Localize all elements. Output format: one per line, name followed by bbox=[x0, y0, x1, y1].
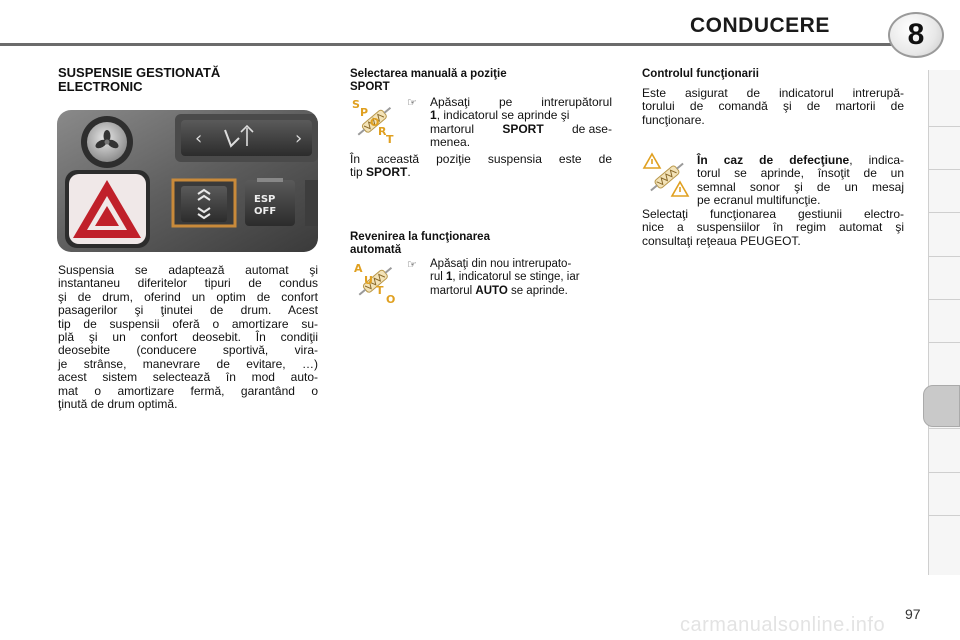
tab-divider bbox=[929, 169, 960, 170]
step-text: se aprinde. bbox=[510, 284, 568, 297]
body-line: pasagerilor şi ţinutei de drum. Acest bbox=[58, 303, 318, 318]
auto-indicator-icon bbox=[352, 258, 400, 304]
icon-letter: O bbox=[370, 116, 380, 129]
pointing-hand-icon: ☞ bbox=[407, 259, 417, 271]
chapter-title: CONDUCERE bbox=[690, 14, 830, 37]
dashboard-switch-photo bbox=[57, 110, 318, 252]
body-line: pe ecranul multifuncţie. bbox=[697, 193, 821, 208]
body-line: şi de drum, oferind un optim de confort bbox=[58, 289, 318, 304]
control-body bbox=[642, 87, 904, 127]
sport-mode-label: SPORT bbox=[366, 165, 408, 180]
sport-indicator-icon bbox=[350, 96, 400, 144]
tab-divider bbox=[929, 515, 960, 516]
switch-number: 1 bbox=[430, 108, 437, 123]
advice-body bbox=[642, 208, 904, 248]
pointing-hand-icon: ☞ bbox=[407, 97, 417, 109]
icon-letter: R bbox=[378, 125, 387, 138]
tab-divider bbox=[929, 428, 960, 429]
fault-body bbox=[697, 154, 904, 208]
tab-divider bbox=[929, 126, 960, 127]
step-line bbox=[430, 96, 612, 109]
icon-letter: A bbox=[354, 262, 363, 275]
icon-letter: P bbox=[360, 106, 369, 119]
icon-letter: T bbox=[386, 133, 394, 144]
step-line bbox=[430, 123, 612, 136]
auto-step bbox=[430, 258, 612, 298]
step-line bbox=[430, 109, 612, 122]
step-text: , indicatorul se aprinde şi bbox=[436, 108, 570, 123]
step-text: martorul bbox=[430, 121, 475, 136]
switch-number: 1 bbox=[445, 271, 453, 284]
fault-warning-icon bbox=[642, 152, 692, 202]
body-line bbox=[697, 154, 904, 167]
icon-letter: T bbox=[376, 284, 384, 297]
auto-indicator-label: AUTO bbox=[475, 284, 508, 297]
tab-divider bbox=[929, 212, 960, 213]
body-line: deosebite (conducere sportivă, vira- bbox=[58, 343, 318, 358]
icon-letter: O bbox=[386, 293, 396, 304]
step-text: , indicatorul se stinge, iar bbox=[452, 271, 580, 284]
title-line: Selectarea manuală a poziţie bbox=[350, 68, 507, 80]
section-title-line: ELECTRONIC bbox=[58, 79, 143, 94]
step-line bbox=[430, 285, 612, 298]
tab-divider bbox=[929, 256, 960, 257]
page-number: 97 bbox=[905, 606, 921, 622]
step-text: Apăsaţi pe intrerupătorul bbox=[430, 95, 612, 109]
body-text: , indica- bbox=[849, 153, 904, 167]
icon-letter: U bbox=[364, 274, 373, 287]
body-line: ţinută de drum optimă. bbox=[58, 397, 178, 412]
tab-divider bbox=[929, 299, 960, 300]
body-line: torul se aprinde, însoţit de un bbox=[697, 166, 904, 181]
note-text: tip bbox=[350, 165, 363, 180]
body-line: Selectaţi funcţionarea gestiunii electro- bbox=[642, 207, 904, 221]
body-line: funcţionare. bbox=[642, 112, 705, 127]
step-line bbox=[430, 271, 612, 284]
body-line: torului de comandă şi de martorii de bbox=[642, 99, 904, 114]
tab-divider bbox=[929, 472, 960, 473]
active-chapter-tab[interactable] bbox=[923, 385, 960, 427]
section-title-line: SUSPENSIE GESTIONATĂ bbox=[58, 65, 221, 80]
icon-letter: S bbox=[352, 98, 360, 111]
body-line: acest sistem selectează în mod auto- bbox=[58, 370, 318, 385]
chapter-number-badge: 8 bbox=[888, 12, 944, 58]
body-line: plă şi un confort deosebit. În condiţii bbox=[58, 330, 318, 345]
title-line: SPORT bbox=[350, 81, 390, 93]
watermark: carmanualsonline.info bbox=[680, 614, 886, 636]
svg-text:‹: ‹ bbox=[195, 128, 203, 149]
esp-label: ESP bbox=[254, 194, 276, 205]
sport-note bbox=[350, 153, 612, 180]
control-section-title: Controlul funcţionarii bbox=[642, 68, 759, 80]
note-line: În această poziţie suspensia este de bbox=[350, 152, 612, 166]
off-label: OFF bbox=[254, 206, 277, 217]
fault-heading: În caz de defecţiune bbox=[697, 153, 850, 167]
body-line: mat o amortizare fermă, garantând o bbox=[58, 383, 318, 398]
body-line: nice a suspensiilor în regim automat şi bbox=[642, 220, 904, 235]
sport-indicator-label: SPORT bbox=[502, 121, 544, 136]
auto-section-title bbox=[350, 231, 610, 257]
sport-step bbox=[430, 96, 612, 150]
title-line: Revenirea la funcţionarea bbox=[350, 231, 490, 243]
step-line: menea. bbox=[430, 135, 471, 150]
svg-text:›: › bbox=[295, 128, 303, 149]
chapter-tabs bbox=[928, 70, 960, 575]
title-line: automată bbox=[350, 244, 402, 256]
sport-section-title bbox=[350, 68, 610, 94]
header-rule bbox=[0, 43, 900, 46]
body-line: instantaneu diferitelor tipuri de condus bbox=[58, 276, 318, 291]
body-line: consultaţi reţeaua PEUGEOT. bbox=[642, 233, 801, 248]
body-line: Este asigurat de indicatorul intrerupă- bbox=[642, 86, 904, 100]
note-text: . bbox=[407, 165, 411, 180]
section-body bbox=[58, 264, 318, 411]
body-line: je strânse, manevrare de evitare, …) bbox=[58, 356, 318, 371]
body-line: Suspensia se adaptează automat şi bbox=[58, 263, 318, 277]
step-text: de ase- bbox=[571, 121, 612, 136]
section-title bbox=[58, 66, 318, 94]
body-line: semnal sonor şi de un mesaj bbox=[697, 179, 904, 194]
step-text: martorul bbox=[430, 284, 473, 297]
note-line bbox=[350, 166, 612, 179]
step-text: rul bbox=[430, 271, 443, 284]
tab-divider bbox=[929, 342, 960, 343]
step-line: Apăsaţi din nou intrerupato- bbox=[430, 258, 572, 270]
body-line: tip de suspensii oferă o amortizare su- bbox=[58, 316, 318, 331]
